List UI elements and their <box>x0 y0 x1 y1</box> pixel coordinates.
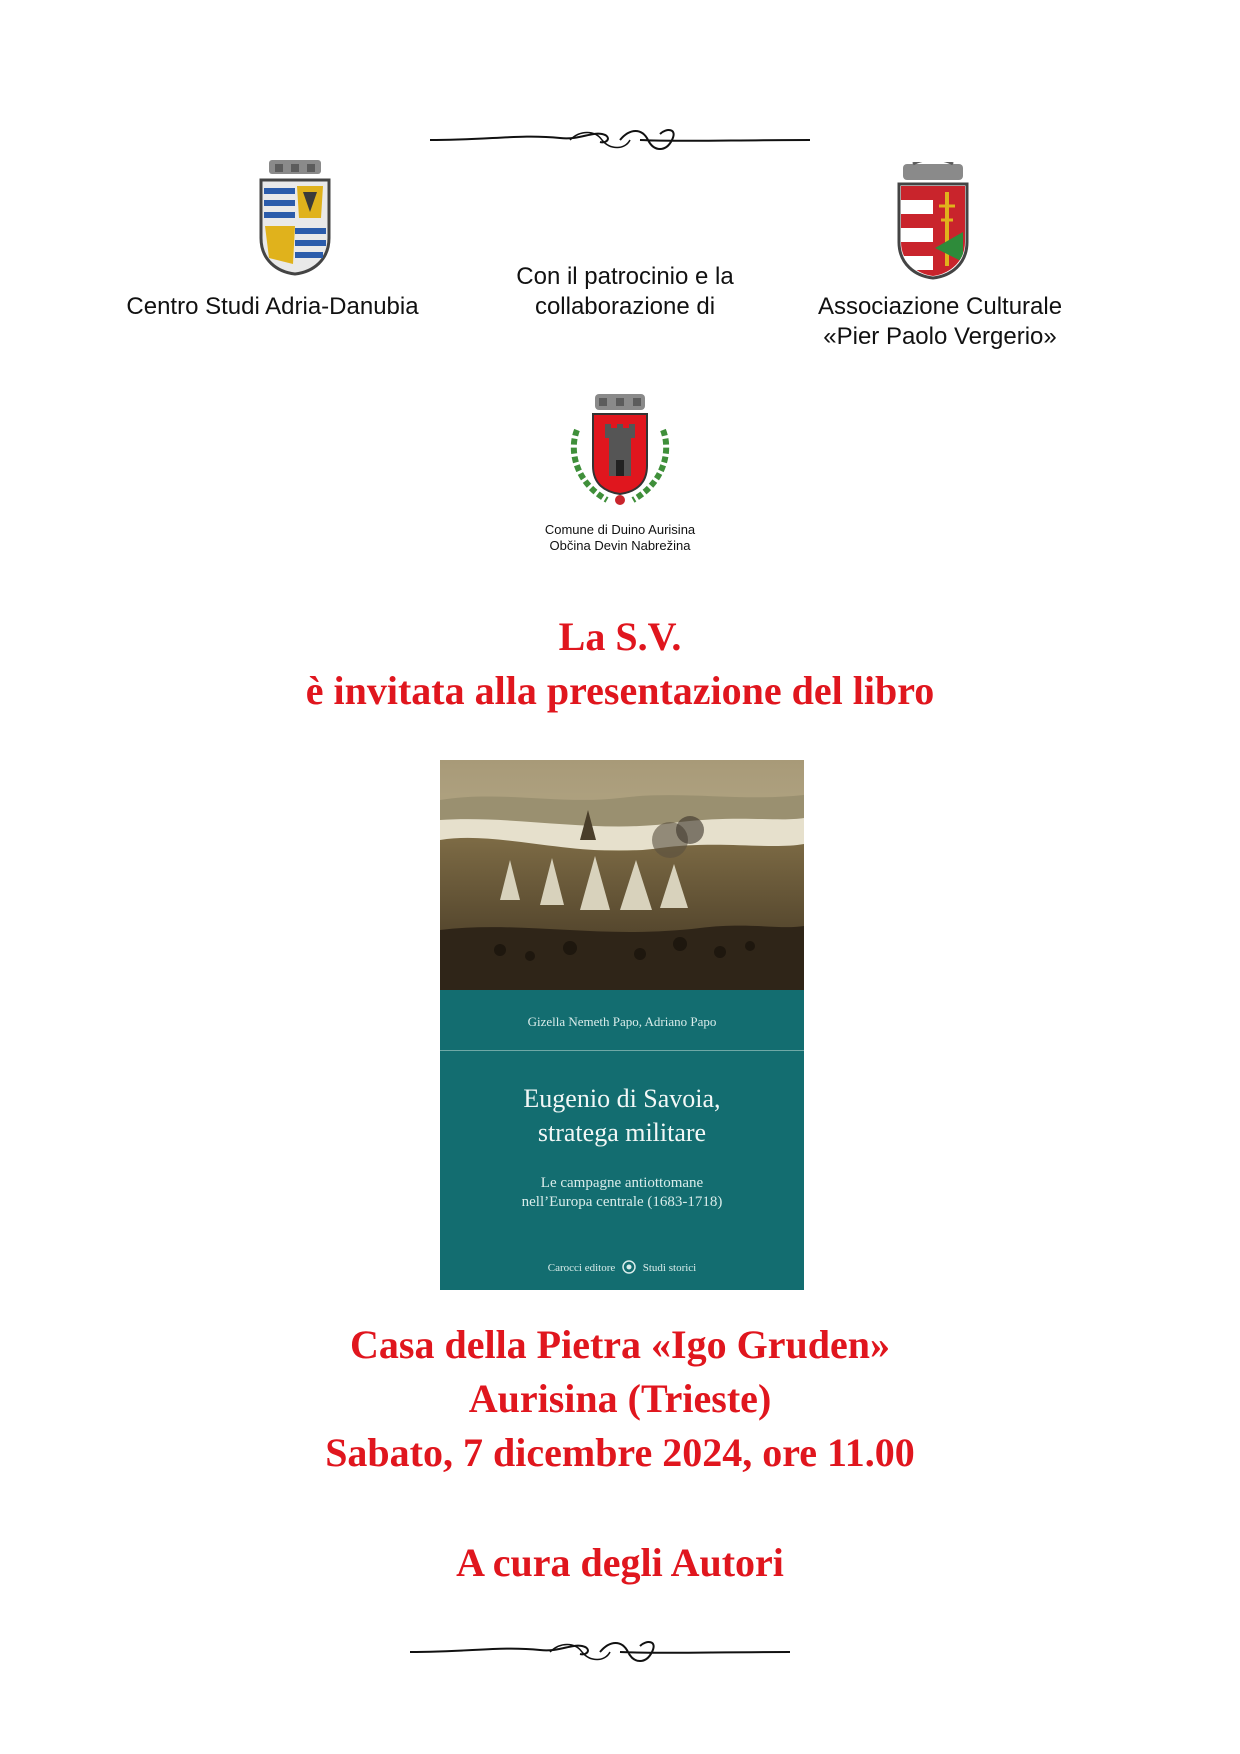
comune-duino-aurisina-crest-icon <box>565 390 675 510</box>
patronage-text <box>490 262 760 322</box>
vergerio-crest-icon <box>893 162 973 282</box>
patronage-line-1: Con il patrocinio e la <box>516 263 734 290</box>
adria-danubia-crest-icon <box>255 158 335 278</box>
comune-name-italian: Comune di Duino Aurisina <box>544 522 696 537</box>
comune-name-slovenian: Občina Devin Nabrežina <box>549 538 691 553</box>
organizer-right-line-1: Associazione Culturale <box>817 293 1063 320</box>
battle-painting-image <box>440 760 804 990</box>
book-publisher-line <box>440 1260 804 1274</box>
organizer-left-name <box>100 292 445 322</box>
invitation-salutation: La S.V. <box>558 614 682 659</box>
event-datetime: Sabato, 7 dicembre 2024, ore 11.00 <box>325 1430 915 1475</box>
book-subtitle <box>440 1174 804 1212</box>
flourish-ornament-top <box>430 120 810 160</box>
publisher-name: Carocci editore <box>547 1262 616 1274</box>
book-divider <box>440 1050 804 1051</box>
book-subtitle-line-1: Le campagne antiottomane <box>540 1175 704 1191</box>
book-subtitle-line-2: nell’Europa centrale (1683-1718) <box>521 1194 723 1210</box>
organizer-right-line-2: «Pier Paolo Vergerio» <box>823 323 1057 350</box>
publisher-logo-icon <box>622 1260 636 1274</box>
event-venue: Casa della Pietra «Igo Gruden» <box>350 1322 890 1367</box>
series-name: Studi storici <box>642 1262 697 1274</box>
book-title-line-2: stratega militare <box>537 1118 707 1147</box>
book-cover <box>440 760 804 1290</box>
patronage-line-2: collaborazione di <box>534 293 716 320</box>
book-title <box>440 1082 804 1150</box>
book-authors: Gizella Nemeth Papo, Adriano Papo <box>527 1014 717 1029</box>
event-curators: A cura degli Autori <box>456 1540 784 1585</box>
organizer-left-label: Centro Studi Adria-Danubia <box>126 293 419 320</box>
flourish-ornament-bottom <box>410 1632 790 1672</box>
invitation-text: è invitata alla presentazione del libro <box>305 668 935 713</box>
event-place: Aurisina (Trieste) <box>468 1376 772 1421</box>
organizer-right-name <box>790 292 1090 352</box>
book-title-line-1: Eugenio di Savoia, <box>523 1084 721 1113</box>
comune-name <box>520 522 720 554</box>
